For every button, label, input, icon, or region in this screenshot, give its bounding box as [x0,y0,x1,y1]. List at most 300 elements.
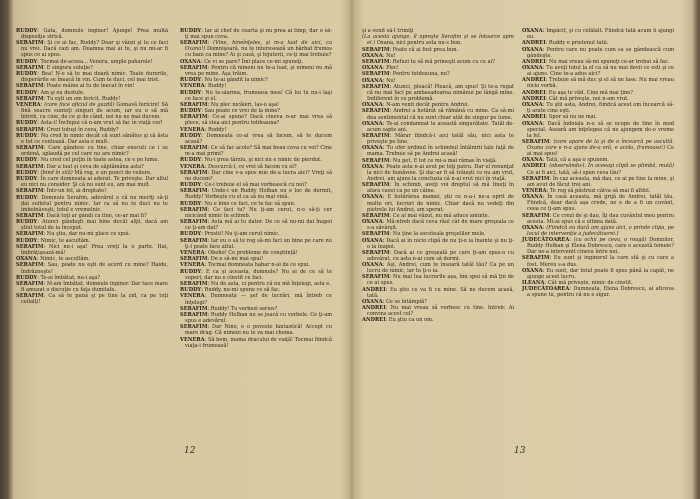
dialogue-text: Andrei a hotărât să rămână cu mine. Ca să-mi dea sentimentul că nu sunt chiar atât de singur pe lume. [367,108,514,121]
dialogue-text: Plec! [386,65,399,72]
dialogue-text: Mă rog, e un punct de vedere. [74,169,152,176]
speaker-name: RUDDY [180,231,202,238]
dialogue-line: SERAFIM: Eu sunt şi inginerul la care stă şi cu care a fost. Mereu s-a dus. [522,255,674,268]
right-page-number: 13 [514,446,526,456]
right-column-2 [522,28,674,299]
dialogue-text: Domnilor, Ruddy Holban şi Elena Dobrescu, care e această femeie? Dar ne-a intervenit cineva între noi. [527,237,674,256]
dialogue-line: OXANA: Poate asta n-ai avut pe toţi patru. Dar el renunţat la nici de bunăvoie. Şi dac-ar fi să trăieşti ce nu am vrut, Andrei, am ajuns la concluzia că n-ai vrut nici în viaţă. [362,163,514,182]
speaker-name: RUDDY [16,120,38,127]
dialogue-text: Ruddy, nu-mi spune ce să fac. [204,287,281,294]
dialogue-line: VENERA: Să bem, mama dracului de viaţă! Tocmai fiindcă viaţa-i frumoasă! [180,336,332,349]
dialogue-text: Eu sunt şi inginerul la care stă şi cu care a fost. Mereu s-a dus. [527,255,674,268]
dialogue-line: OXANA: Aşi, Andrei, cum te însoară tatăl tău? Ca pe un lucru de nimic, iar tu ţi-o ia. [362,262,514,275]
speaker-name: OXANA [362,65,383,72]
dialogue-line: ANDREI: Eu ştiu ca un om. [362,317,434,324]
speaker-name: SERAFIM [522,255,550,262]
dialogue-line: SERAFIM: Nu de asta, ci pentru că nu mă înţelegi, asta e. [180,280,331,287]
dialogue-text: Ce crezi de şi dau, îţi dau cuvântul meu pentru acesta. Mi-ai spus că e ultima dată. [527,212,675,225]
dialogue-text: Cât mă priveşte, noi n-am vrut. [548,95,629,102]
dialogue-text: În casă aceasta, mă grijă de Andrei, tatăl tău. Fiindcă, doar dacă aşa crede, ne e de a fi un cuvânt, ceea ce ţi-am spus. [527,194,674,213]
speaker-name: OXANA [522,46,543,53]
dialogue-text: Dumneata — şef de lucrări, mă întreb ce înţelegi? [185,293,332,306]
dialogue-text: Tată, că a aşa o spunem. [546,157,609,164]
dialogue-line: OXANA: Nimic, te ascultăm. [16,256,90,263]
dialogue-text: Ruddy! [207,83,227,90]
dialogue-text: Nu-i prea târziu, şi nici nu e nimic de pierdut. [204,157,322,164]
dialogue-text: Tu ofer ordinul în schimbul întâlnirii tale faţă de mama. Trebuie să pe Andrei acasă! [367,145,514,158]
speaker-name: SERAFIM [16,64,44,71]
dialogue-line: OXANA: Te-ai condamnat la această singurătate. Tatăl de-acum sapte ani. [362,120,514,133]
speaker-name: SERAFIM [180,169,208,176]
dialogue-text: Ruddy! [207,126,227,133]
speaker-name: VENERA [180,83,205,90]
speaker-name: SERAFIM [16,163,44,170]
speaker-name: SERAFIM [180,101,208,108]
dialogue-line: RUDDY: Nu e bine ce faci, ce te fac să spun. [180,200,296,207]
dialogue-text: Ce să fac acolo? Să mai beau ceva cu voi? Cine m-a mai primi? [185,145,332,158]
speaker-name: OXANA [362,237,383,244]
speaker-name: SERAFIM [362,46,390,53]
dialogue-line: RUDDY: Nu te-alarma, frumoasa mea! Că lui tu nu-i laşi ce face şi el. [180,89,332,102]
dialogue-text: Dacă toţi ar gândi ca tine, ce-ar mai fi? [46,212,147,219]
speaker-name: SERAFIM [362,58,390,65]
speaker-name: ANDREI [362,317,386,324]
dialogue-line: SERAFIM: Iar eu o să te rog să-mi faci un bine pe care nu ţi-l poate face altul. [180,237,332,250]
dialogue-text: Nu te-ai gândit la nimic? [204,77,268,84]
dialogue-line: SERAFIM: Nu ţine la socoteala greşelilor mele. [362,231,486,238]
dialogue-line: SERAFIM: Ce-ai spune? Dacă cineva n-ar mai vrea să plece, să stea aici pentru totdeauna? [180,114,332,127]
dialogue-text: Aşi, Andrei, cum te însoară tatăl tău? Ca pe un lucru de nimic, iar tu ţi-o ia. [367,262,514,275]
dialogue-text: Nu ştiu, dar nu-mi place ce spui. [46,231,131,238]
speaker-name: SERAFIM [16,145,44,152]
dialogue-line: SERAFIM: (Vine, bineînţeles, şi m-a luat de aici, ca Oxana!) Domnişoară, nu te interesează un bărbat frumos cu bani ca mine? Ai şi casă, şi bijuterii, ce-ţi mai trebuie? [180,40,333,59]
dialogue-line: ANDREI: Ruddy e prietenul tatii. [522,40,609,47]
dialogue-text: Nu de asta, ci pentru că nu mă înţelegi, asta e. [210,280,331,287]
speaker-name: VENERA [180,163,205,170]
dialogue-line: SERAFIM: Pentru totdeauna, nu? [362,71,450,78]
dialogue-line: ANDREI: Spor să nu ne mai. [522,114,597,121]
speaker-name: OXANA [522,157,543,164]
speaker-name: SERAFIM [16,212,44,219]
dialogue-text: Eu aşa te văd. Cine mă mai ţine? [548,89,633,96]
speaker-name: ANDREI [362,286,386,293]
speaker-name: SERAFIM [16,126,44,133]
dialogue-text: Mă-ntreb dacă ceva răul cât de mare greşeala ce s-a săvârşit. [367,219,514,232]
speaker-name: SERAFIM [16,280,44,287]
dialogue-text: Gata, domnule inginer! Ajunge! Prea multă dispoziţie strică. [21,28,168,41]
dialogue-text: Dar cine v-a spus mie de-a lucra aici? Vreţi să ne ducem? [185,169,332,182]
dialogue-text: Nimic, te ascultăm. [40,256,90,263]
dialogue-line: RUDDY: Prostii! Nu ţi-am cerut nimic. [180,231,280,238]
dialogue-line: SERAFIM: M-am îmbătat, domnule inginer. Dar tace mare fi amuzat o discuţie cu faţa dumitale. [16,280,168,294]
dialogue-text: De o să-mi mai spui! [210,256,264,263]
speaker-name: OXANA [362,77,383,84]
dialogue-text: Asta-i! Închipui că n-am vrut să fac în viaţă cer! [40,120,163,127]
stage-direction: (bind în silă) [40,169,73,176]
dialogue-line: SERAFIM: Atunci, pleacă! Pleacă, am spus! Şi te-a rugat că nu mai faci pe ambasadoarea nimănui pe lângă mine. Indiferent în ce problemă. [362,83,514,103]
dialogue-text: Nu! [386,52,396,59]
left-column-1 [16,28,168,306]
dialogue-text: Cât mă priveşte, nimic de cinstit. [547,280,633,287]
speaker-name: SERAFIM [180,114,208,121]
dialogue-line: RUDDY: (bind în silă) Mă rog, e un punct de vedere. [16,169,152,176]
dialogue-text: Iar eu o să te rog să-mi faci un bine pe care nu ţi-l poate face altul. [185,237,332,250]
dialogue-text: Dacă ai în nicio clipă de nu ţi-o ia înainte şi nu ţi-o ia înapoi. [367,237,514,250]
dialogue-text: Bea! N-o să te mai doară nimic. Toate durerile, disperările se îneacă în vin. Cum te duci, cel mai trist. [21,71,168,84]
speaker-name: OXANA [522,102,543,109]
speaker-name: SERAFIM [16,293,44,300]
dialogue-text: Tocmai domneata habar n-ai de ce spui. [207,262,310,269]
dialogue-text: Nu mai vreau să-mi spuneţi ce-ar trebui să fac. [548,58,670,65]
dialogue-line: SERAFIM: În schimb, aveţi voi dreptul să mă tineţi în afara casei ca pe un câine. [362,182,514,195]
dialogue-text: Te rog să păstrezi câtva să mai fi altfel. [549,188,651,195]
dialogue-line: SERAFIM: Sau, poate nu eşti de acord cu mine? Haide, îndrăzneşte! [16,262,168,275]
speaker-name: OXANA [522,267,543,274]
speaker-name: VENERA [180,250,205,256]
dialogue-text: În caz aceasta, mă dau, ce ai pe tine la mine, şi am avut de făcut trei ani. [527,175,674,188]
speaker-name: SERAFIM [180,145,208,152]
dialogue-line: SERAFIM: Nu ştiu, dar nu-mi place ce spui. [16,231,131,238]
speaker-name: SERAFIM [16,231,44,238]
dialogue-text: Să bem, mama dracului de viaţă! Tocmai fiindcă viaţa-i frumoasă! [185,336,332,349]
dialogue-line: ANDREI: Eu ştiu ce va fi cu mine. Să ne ducem acasă, tată. [362,286,514,299]
dialogue-line: SERAFIM: Ruddy Holban nu se joacă cu vorbele. Ce ţi-am spus e adevărul. [180,311,332,325]
speaker-name: VENERA [180,126,205,133]
speaker-name: RUDDY [180,268,202,275]
dialogue-text: Ce-ai spune? Dacă cineva n-ar mai vrea să plece, să stea aici pentru totdeauna? [185,114,332,127]
speaker-name: SERAFIM [180,324,208,331]
speaker-name: ANDREI [362,305,386,312]
dialogue-text: Descurcă-l, ce vrei să facem cu el? [207,163,297,170]
dialogue-line: RUDDY: În care domneata ai aderat. Te priveşte. Dar altul eu nici nu consider. Şi că nu sunt eu, am mai mult. [16,176,168,189]
dialogue-text: M-am îmbătat, domnule inginer. Dar tace mare fi amuzat o discuţie cu faţa dumitale. [21,280,168,294]
speaker-name: SERAFIM [180,256,208,263]
dialogue-line: SERAFIM: E singura soluţie? [16,64,93,71]
dialogue-text: Unde-i un Ruddy Holban nu e loc de dormit, Ruddy! Vorbeşte cu el ca să nu mai vină. [185,188,332,201]
dialogue-line: ILEANA: Cât mă priveşte, nimic de cinstit. [522,280,633,287]
dialogue-line: RUDDY: Iar ai chef de cearta şi nu prea ai timp, dar o să-ţi mai spun ceva. [180,28,332,41]
dialogue-line: SERAFIM: În caz aceasta, mă dau, ce ai pe tine la mine, şi am avut de făcut trei ani. [522,175,674,188]
dialogue-line: VENERA: Te rog să păstrezi câtva să mai fi altfel. [522,188,651,195]
dialogue-text: Asta mă ai tu dator. De ce să nu-mi dai înapoi ce ţi-am dat? [185,219,332,232]
dialogue-line: RUDDY: Bea! N-o să te mai doară nimic. Toate durerile, disperările se îneacă în vin. Cum te duci, cel mai trist. [16,71,168,84]
speaker-name: VENERA [180,293,205,300]
speaker-name: SERAFIM [180,305,208,312]
dialogue-text: Te-ai îmbătat, nu-i aşa? [40,274,101,281]
dialogue-line: RUDDY: Nu te-ai gândit la nimic? [180,77,268,84]
dialogue-line: OXANA: Tată, că a aşa o spunem. [522,157,609,164]
dialogue-text: Nu plec nicăieri, las-o aşa! [210,101,280,108]
dialogue-text: Nu cred cel puţin în toate astea, ce e pe lume. [40,157,159,164]
dialogue-line: ANDREI: Nu mai vreau să vorbesc cu tine. Intreb: Ai convins acest cel? [362,305,514,318]
dialogue-line: VENERA: Ruddy! [180,83,227,90]
dialogue-line: SERAFIM: Într-un fel, ai dreptate! [16,188,107,195]
dialogue-text: Dumneata, Elena Dobrescu, ai altceva a spune tu, pentru că nu e sigur. [527,286,674,299]
dialogue-text: Poate că ai fost prea bun. [392,46,459,53]
speaker-name: SERAFIM [362,133,390,140]
dialogue-line: SERAFIM: Ce faci tu? Nu ţi-am cerut, n-o să-ţi cer nicicând nimic în schimb. [180,206,332,219]
dialogue-text: Gomavă fericire! Să fină soacre sunteţi singuri de acum, iar eu o să mă întreb, cu cine, de ce şi de când, noi nu ne mai ducem. [21,102,168,121]
speaker-name: JUDECĂTOAREA [522,286,570,293]
dialogue-line: SERAFIM: Dacă toţi ar gândi ca tine, ce-ar mai fi? [16,212,147,219]
dialogue-line: SERAFIM: Ce să fac acolo? Să mai beau ceva cu voi? Cine m-a mai primi? [180,145,332,158]
speaker-name: SERAFIM [362,83,390,90]
dialogue-text: Nu! [386,77,396,84]
dialogue-text: În care domneata ai aderat. Te priveşte. Dar altul eu nici nu consider. Şi că nu sunt eu, am mai mult. [21,176,168,189]
speaker-name: OXANA [362,194,383,201]
dialogue-line: OXANA: Eu sunt, dar totul poate fi spus până la capăt, ne ajunge acest lucru. [522,267,674,280]
dialogue-line: SERAFIM: Tu eşti un om fericit, Ruddy! [16,95,121,102]
dialogue-text: Prostii! Nu ţi-am cerut nimic. [204,231,280,238]
dialogue-line: SERAFIM: Asta mă ai tu dator. De ce să nu-mi dai înapoi ce ţi-am dat? [180,219,332,232]
dialogue-line: OXANA: Tu ştii asta, Andrei, fiindcă acest om încearcă să-ţi arate cine eşti. [522,102,674,115]
speaker-name: RUDDY [16,58,38,65]
dialogue-line: RUDDY: Nu cred în nimic decât că sunt sănătos şi că ăsta e tot ce contează. Dar asta e mult. [16,132,168,145]
speaker-name: ANDREI [522,95,546,102]
speaker-name: OXANA [362,102,383,109]
dialogue-text: Tu aveţi totul la el ca să nu mai devii ce esti şi ce ai ajuns. Cine te-a adus aici? [527,65,674,78]
dialogue-line: SERAFIM: Ruddy! Tu verbezi serios? [180,305,278,312]
speaker-name: RUDDY [16,71,38,78]
speaker-name: SERAFIM [16,243,44,250]
speaker-name: RUDDY [180,132,202,139]
dialogue-line: VENERA: Oboho! Ce probleme de conştiinţă! [180,250,298,256]
speaker-name: SERAFIM [16,95,44,102]
dialogue-line: RUDDY: Te-ai îmbătat, nu-i aşa? [16,274,101,281]
dialogue-text: Nu e bine ce faci, ce te fac să spun. [204,200,296,207]
speaker-name: VENERA [180,262,205,269]
dialogue-line: SERAFIM: Nu plec nicăieri, las-o aşa! [180,101,280,108]
dialogue-text: Tu eşti un om fericit, Ruddy! [46,95,121,102]
left-page-number: 12 [184,446,196,456]
dialogue-line: OXANA: În casă aceasta, mă grijă de Andrei, tatăl tău. Fiindcă, doar dacă aşa crede, ne e de a fi un cuvânt, ceea ce ţi-am spus. [522,194,674,213]
dialogue-text: Spor să nu ne mai. [548,114,597,121]
speaker-name: OXANA [522,65,543,72]
dialogue-text: Nimic, te ascultăm. [40,237,91,244]
dialogue-line: RUDDY: Nu-i prea târziu, şi nici nu e nimic de pierdut. [180,157,322,164]
speaker-name: SERAFIM [362,182,390,189]
speaker-name: ANDREI [522,40,546,47]
dialogue-text: Poate asta n-ai avut pe toţi patru. Dar el renunţat la nici de bunăvoie. Şi dac-ar fi să trăieşti ce nu am vrut, Andrei, am ajuns la concluzia că n-ai vrut nici în viaţă. [367,163,514,182]
dialogue-text: Dacă ai ce greşeală pe care ţi-am spus-o cu adevărat, cu asta n-ai cum să dormi. [367,249,514,262]
dialogue-line: SERAFIM: Dar a luat şi ceva de săptămâna asta? [16,163,144,170]
dialogue-text: Oxana, nici pentru asta nu-s bun. [376,40,462,47]
speaker-name: RUDDY [180,287,202,294]
speaker-name: OXANA [522,120,543,127]
right-column-1 [362,28,514,324]
dialogue-text: E hotărârea mamei, ştii ce n-a-i ne-a oprit de multe ori, lucruri de nimic. Chiar dacă nu vedeţi din pietrele lui Andrei, am sperat. [367,194,514,213]
dialogue-text: Nu mai lua lucrurile aşa, îmi spui să mă ţin de ce ai spus. [367,274,514,287]
dialogue-text: Ce ai fi aici, tată, să-i spun ceva tău? [527,169,621,176]
dialogue-text: Eu sunt, dar totul poate fi spus până la capăt, ne ajunge acest lucru. [527,267,674,280]
dialogue-text: Eu ştiu ca un om. [388,317,434,324]
speaker-name: JUDECĂTOAREA [522,237,570,244]
dialogue-text: Ruddy! Tu verbezi serios? [210,305,278,312]
dialogue-text: Sau poate ce vrei de la mine? [204,108,281,115]
dialogue-line: OXANA: Nu! [362,77,396,84]
dialogue-text: Nu cred în nimic decât că sunt sănătos şi că ăsta e tot ce contează. Dar asta e mult. [21,132,168,145]
dialogue-text: Pentru care nu poate cum sa se gândească cum gândeşte. [527,46,674,59]
left-column-2 [180,28,332,349]
speaker-name: SERAFIM [362,157,390,164]
dialogue-text: Te-ai condamnat la această singurătate. Tatăl de-acum sapte ani. [367,120,514,133]
dialogue-line: RUDDY: Atunci gândeşti mai bine decât alţii, dacă am ştiut totul de la început. [16,219,168,232]
dialogue-line: ANDREI: Cât mă priveşte, noi n-am vrut. [522,95,629,102]
dialogue-text: Dacă îndoiala n-o să se ocupe de tine în mod special. Aseară am înţelegea că ne ajungem de-o vreme la fel. [527,120,674,139]
dialogue-text: Ca să te pună şi pe tine la zid, ca pe toţi ceilalţi! [21,293,168,306]
speaker-name: RUDDY [16,132,38,139]
dialogue-line: OXANA: Tu ofer ordinul în schimbul întâlnirii tale faţă de mama. Trebuie să pe Andrei acasă! [362,145,514,158]
dialogue-text: Iar ai chef de cearta şi nu prea ai timp, dar o să-ţi mai spun ceva. [185,28,332,41]
dialogue-text: Nu pot. E tot ce mi-a mai rămas în viaţă. [392,157,497,164]
dialogue-text: E ca şi aceasta, domnule? Nu ai de ce să te superi, dar nu e cinstit ce faci. [185,268,332,281]
speaker-name: RUDDY [180,89,202,96]
dialogue-line: OXANA: E hotărârea mamei, ştii ce n-a-i ne-a oprit de multe ori, lucruri de nimic. Chiar dacă nu vedeţi din pietrele lui Andrei, am sperat. [362,194,514,213]
speaker-name: OXANA [362,163,383,170]
dialogue-line: VENERA: Descurcă-l, ce vrei să facem cu el? [180,163,297,170]
speaker-name: RUDDY [16,219,38,226]
dialogue-line: SERAFIM: Pentru că nimeni nu te-a luat, şi nimeni nu mă vrea pe mine. Aşa trăim. [180,64,333,77]
dialogue-text: Atunci, pleacă! Pleacă, am spus! Şi te-a rugat că nu mai faci pe ambasadoarea nimănui pe lângă mine. Indiferent în ce problemă. [367,83,514,103]
dialogue-line: SERAFIM: Andrei a hotărât să rămână cu mine. Ca să-mi dea sentimentul că nu sunt chiar atât de singur pe lume. [362,108,514,121]
speaker-name: OXANA [16,256,37,263]
dialogue-text: E singura soluţie? [46,64,93,71]
speaker-name: OXANA [362,262,383,269]
speaker-name: RUDDY [180,77,202,84]
speaker-name: SERAFIM [180,280,208,287]
dialogue-line: OXANA: Nu! [362,52,396,59]
dialogue-line: JUDECĂTOAREA: (cu ochii pe ceva, o roagă) Domnilor, Ruddy Holban şi Elena Dobrescu, care e această femeie? Dar ne-a intervenit cineva între noi. [522,237,674,256]
speaker-name: SERAFIM [362,108,390,115]
dialogue-line: SERAFIM: Dar cine v-a spus mie de-a lucra aici? Vreţi să ne ducem? [180,169,332,182]
dialogue-line: OXANA: Impăcit, şi cu celălalt. Fiindcă tată acum îi ajungi eu. [522,28,674,41]
dialogue-text: Ce se întâmplă? [386,298,427,305]
dialogue-line: SERAFIM: Ce crezi de şi dau, îţi dau cuvântul meu pentru acesta. Mi-ai spus că e ultima dată. [522,212,675,225]
dialogue-line: SERAFIM: Nu pot. E tot ce mi-a mai rămas în viaţă. [362,157,497,164]
dialogue-line: OXANA: Plec! [362,65,399,72]
speaker-name: RUDDY [16,237,38,244]
dialogue-line: VENERA: (care face oficiul de gazdă) Gomavă fericire! Să fină soacre sunteţi singuri de acum, iar eu o să mă întreb, cu cine, de ce şi de când, noi nu ne mai ducem. [16,102,168,121]
dialogue-line: RUDDY: Domneata ce-ai vrea să facem, să te ducem acasă? [180,132,332,145]
speaker-name: OXANA [522,28,543,34]
speaker-name: SERAFIM [180,64,208,71]
dialogue-text: Dar a luat şi ceva de săptămâna asta? [46,163,144,170]
dialogue-text: Impăcit, şi cu celălalt. Fiindcă tată acum îi ajungi eu. [527,28,674,41]
speaker-name: SERAFIM [180,206,208,213]
speaker-name: RUDDY [16,157,38,164]
speaker-name: SERAFIM [180,40,208,47]
dialogue-text: Dar Nino, e o poveste fantastică! Accept cu mare drag. Că nimeni nu te va mai chema. [185,324,332,337]
speaker-name: ANDREI [522,114,546,121]
dialogue-line: SERAFIM: Refuzi tu să mă primeşti acum cu ce ai? [362,58,495,65]
stage-direction: (Fiindcă eu dacă am ajuns aici, o prinde clipa, pe locul de intervenţie a judecătoarei.) [527,224,674,237]
dialogue-text: Domneata ce-ai vrea să facem, să te ducem acasă? [185,132,332,145]
dialogue-text: Tocmai de-aceea... Venera, umple paharele! [40,58,153,65]
speaker-name: RUDDY [180,200,202,207]
speaker-name: SERAFIM [362,274,390,281]
left-page [16,28,336,468]
dialogue-line: ANDREI: Eu aşa te văd. Cine mă mai ţine? [522,89,633,96]
dialogue-text: Crezi totuşi în ceva, Ruddy? [46,126,119,133]
dialogue-line: SERAFIM: Ca să te pună şi pe tine la zid, ca pe toţi ceilalţi! [16,293,168,306]
dialogue-line: SERAFIM: Dacă ai ce greşeală pe care ţi-am spus-o cu adevărat, cu asta n-ai cum să dormi. [362,249,514,262]
dialogue-line: RUDDY: Am şi eu destule. [16,89,85,96]
dialogue-line: SERAFIM: Ce ai mai văzut, nu mă aduce aminte. [362,212,490,219]
speaker-name: RUDDY [180,28,202,34]
dialogue-line: SERAFIM: Care gândesc cu tine, chiar executi ce i se ordonă, aplaudă pe cel care nu are nimic? [16,145,168,158]
dialogue-line: OXANA: Tu aveţi totul la el ca să nu mai devii ce esti şi ce ai ajuns. Cine te-a adus aici? [522,65,674,78]
dialogue-text: Într-un fel, ai dreptate! [46,188,107,195]
stage-direction: (cu ochii pe ceva, o roagă) [573,237,647,244]
right-page [362,28,678,468]
speaker-name: SERAFIM [362,212,390,219]
dialogue-line [362,34,514,46]
dialogue-line: SERAFIM: Crezi totuşi în ceva, Ruddy? [16,126,119,133]
dialogue-text: Oboho! Ce probleme de conştiinţă! [207,250,298,256]
dialogue-text: Tu ştii asta, Andrei, fiindcă acest om încearcă să-ţi arate cine eşti. [527,102,674,115]
dialogue-line: ANDREI: Trebuie să mă duc şi el să ne lase. Nu mai vreau nicio vorbă. [522,77,674,90]
speaker-name: OXANA [362,120,383,127]
dialogue-text: Refuzi tu să mă primeşti acum cu ce ai? [392,58,495,65]
dialogue-text: Pentru totdeauna, nu? [392,71,450,78]
speaker-name: OXANA [180,58,201,65]
speaker-name: SERAFIM [16,83,44,90]
speaker-name: SERAFIM [362,231,390,238]
dialogue-line: RUDDY: Ce-i trebuie el să mai vorbească cu noi? [180,182,307,189]
speaker-name: RUDDY [180,157,202,164]
speaker-name: RUDDY [16,28,38,34]
dialogue-text: Ce faci tu? Nu ţi-am cerut, n-o să-ţi cer nicicând nimic în schimb. [185,206,332,219]
speaker-name: SERAFIM [362,71,390,78]
dialogue-line: SERAFIM: Dar Nino, e o poveste fantastică! Accept cu mare drag. Că nimeni nu te va mai chema. [180,324,332,337]
dialogue-text: Ce-i trebuie el să mai vorbească cu noi? [204,182,307,189]
dialogue-line: SERAFIM: Unde-i un Ruddy Holban nu e loc de dormit, Ruddy! Vorbeşte cu el ca să nu mai vină. [180,188,332,201]
speaker-name: SERAFIM [180,237,208,244]
dialogue-text: Care gândesc cu tine, chiar executi ce i se ordonă, aplaudă pe cel care nu are nimic? [21,145,168,158]
speaker-name: RUDDY [16,194,38,201]
dialogue-line: SERAFIM: Nu mai lua lucrurile aşa, îmi spui să mă ţin de ce ai spus. [362,274,514,287]
dialogue-text: Mărar fiindcă-i aici tatăl său, nici asta te priveşte pe tine. [367,133,514,146]
dialogue-line: OXANA: Dacă ai în nicio clipă de nu ţi-o ia înainte şi nu ţi-o ia înapoi. [362,237,514,250]
dialogue-line: RUDDY: Tocmai de-aceea... Venera, umple paharele! [16,58,153,65]
dialogue-text: Trebuie să mă duc şi el să ne lase. Nu mai vreau nicio vorbă. [527,77,674,90]
speaker-name: RUDDY [180,182,202,189]
dialogue-text: Nu te-alarma, frumoasa mea! Că lui tu nu-i laşi ce face şi el. [185,89,332,102]
speaker-name: ANDREI [522,89,546,96]
dialogue-text: Şi ce ai fac, Ruddy? Doar şi vânzi şi tu ce faci nu vrei. Dacă cazi am. Doamna mai ai tu, şi nu mi-ar fi spus ce ai spus. [21,40,168,59]
dialogue-line: RUDDY: Domnule Serafim, adevărul e că nu meriţi să-ţi dai sufletul pentru nimic. Iar ca să nu te duci nu te îmbolnăveşti, totul e vremelnic. [16,194,168,213]
dialogue-line: RUDDY: Nimic, te ascultăm. [16,237,91,244]
dialogue-line: SERAFIM: Nici nu-i aşa! Prea vreţi la o parte. Hai, îmbrăţişează-mă! [16,243,168,256]
dialogue-text: În schimb, aveţi voi dreptul să mă tineţi în afara casei ca pe un câine. [367,182,514,195]
dialogue-line: SERAFIM: Mărar fiindcă-i aici tatăl său, nici asta te priveşte pe tine. [362,133,514,146]
dialogue-text: şi a venit să-l trimiţi [362,28,414,34]
dialogue-line: OXANA: Ce se întâmplă? [362,298,427,305]
speaker-name: SERAFIM [16,262,44,269]
dialogue-line: RUDDY: Sau poate ce vrei de la mine? [180,108,281,115]
speaker-name: ANDREI [522,77,546,84]
dialogue-line: OXANA: N-am venit decât pentru Andrei. [362,102,470,109]
dialogue-text: Ruddy Holban nu se joacă cu vorbele. Ce ţi-am spus e adevărul. [185,311,332,325]
dialogue-line: OXANA: Ce vi se pare? Îmi place ce-mi spuneţi. [180,58,304,65]
speaker-name: OXANA [362,219,383,226]
dialogue-line: OXANA: Dacă îndoiala n-o să se ocupe de tine în mod special. Aseară am înţelegea că ne ajungem de-o vreme la fel. [522,120,674,139]
speaker-name: ANDREI [522,163,546,170]
speaker-name: OXANA [522,224,543,231]
dialogue-text: Sau, poate nu eşti de acord cu mine? Haide, îndrăzneşte! [21,262,168,275]
dialogue-line: ANDREI: Nu mai vreau să-mi spuneţi ce-ar trebui să fac. [522,58,670,65]
speaker-name: VENERA [16,102,41,109]
